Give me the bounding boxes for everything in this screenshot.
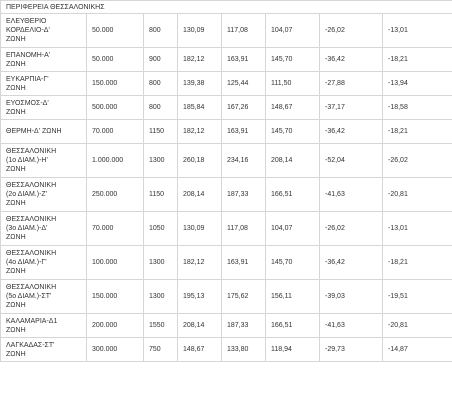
change-2-cell: -13,94: [383, 72, 452, 96]
change-2-cell: -19,51: [383, 280, 452, 314]
change-2-cell: -13,01: [383, 212, 452, 246]
area-name-line: ΘΕΣΣΑΛΟΝΙΚΗ: [6, 216, 57, 223]
change-2-cell: -18,21: [383, 48, 452, 72]
area-name-cell: [1, 120, 87, 144]
price-3-cell: 145,70: [266, 246, 320, 280]
area-name-line: ΚΑΛΑΜΑΡΙΑ-Δ1: [6, 317, 58, 325]
table-row: [1, 246, 452, 280]
change-1-cell: -37,17: [320, 96, 383, 120]
area-name-cell: [1, 14, 87, 48]
price-1-cell: 139,38: [178, 72, 222, 96]
volume-cell: 70.000: [87, 120, 144, 144]
value-cell: 1300: [144, 246, 178, 280]
area-name-line: (3ο ΔΙΑΜ.)-Δ': [6, 225, 48, 232]
area-name-line: ΖΩΝΗ: [6, 84, 26, 92]
change-2-cell: -26,02: [383, 144, 452, 178]
area-name-line: (2ο ΔΙΑΜ.)-Ζ': [6, 191, 48, 198]
change-2-cell: -20,81: [383, 314, 452, 338]
price-2-cell: 163,91: [222, 48, 266, 72]
change-1-cell: -39,03: [320, 280, 383, 314]
change-1-cell: -26,02: [320, 212, 383, 246]
table-row: [1, 338, 452, 362]
area-name-cell: [1, 72, 87, 96]
area-name-line: ΖΩΝΗ: [6, 326, 26, 334]
area-name-line: ΕΥΟΣΜΟΣ-Δ': [6, 99, 49, 107]
change-2-cell: -14,87: [383, 338, 452, 362]
change-1-cell: -26,02: [320, 14, 383, 48]
change-1-cell: -36,42: [320, 48, 383, 72]
price-1-cell: 130,09: [178, 212, 222, 246]
value-cell: 1300: [144, 280, 178, 314]
area-name-cell: [1, 338, 87, 362]
area-name-line: ΖΩΝΗ: [6, 36, 26, 43]
price-3-cell: 148,67: [266, 96, 320, 120]
change-1-cell: -36,42: [320, 120, 383, 144]
area-name-line: ΚΟΡΔΕΛΙΟ-Δ': [6, 27, 50, 34]
volume-cell: 250.000: [87, 178, 144, 212]
price-2-cell: 167,26: [222, 96, 266, 120]
area-name-line: ΖΩΝΗ: [6, 108, 26, 116]
price-2-cell: 234,16: [222, 144, 266, 178]
change-1-cell: -52,04: [320, 144, 383, 178]
price-1-cell: 195,13: [178, 280, 222, 314]
value-cell: 750: [144, 338, 178, 362]
price-1-cell: 260,18: [178, 144, 222, 178]
price-3-cell: 208,14: [266, 144, 320, 178]
area-name-line: ΖΩΝΗ: [6, 350, 26, 358]
change-2-cell: -18,58: [383, 96, 452, 120]
change-1-cell: -29,73: [320, 338, 383, 362]
volume-cell: 1.000.000: [87, 144, 144, 178]
price-1-cell: 182,12: [178, 48, 222, 72]
volume-cell: 70.000: [87, 212, 144, 246]
area-name-line: ΖΩΝΗ: [6, 302, 26, 309]
price-3-cell: 111,50: [266, 72, 320, 96]
area-name-cell: [1, 314, 87, 338]
volume-cell: 200.000: [87, 314, 144, 338]
area-name-line: ΘΕΣΣΑΛΟΝΙΚΗ: [6, 284, 57, 291]
price-2-cell: 163,91: [222, 120, 266, 144]
table-row: [1, 212, 452, 246]
volume-cell: 150.000: [87, 72, 144, 96]
value-cell: 900: [144, 48, 178, 72]
value-cell: 1300: [144, 144, 178, 178]
volume-cell: 150.000: [87, 280, 144, 314]
value-cell: 800: [144, 72, 178, 96]
table-header-row: [1, 1, 452, 14]
area-name-line: ΖΩΝΗ: [6, 200, 26, 207]
area-name-line: ΘΕΣΣΑΛΟΝΙΚΗ: [6, 182, 57, 189]
area-name-line: (5ο ΔΙΑΜ.)-ΣΤ': [6, 293, 52, 300]
price-3-cell: 166,51: [266, 178, 320, 212]
area-name-line: ΘΕΣΣΑΛΟΝΙΚΗ: [6, 250, 57, 257]
table-row: [1, 280, 452, 314]
price-3-cell: 156,11: [266, 280, 320, 314]
area-name-line: ΖΩΝΗ: [6, 60, 26, 68]
table-row: [1, 48, 452, 72]
volume-cell: 500.000: [87, 96, 144, 120]
change-2-cell: -13,01: [383, 14, 452, 48]
price-2-cell: 117,08: [222, 212, 266, 246]
price-1-cell: 208,14: [178, 314, 222, 338]
area-name-line: ΕΛΕΥΘΕΡΙΟ: [6, 18, 47, 25]
area-name-line: ΕΠΑΝΟΜΗ-Α': [6, 51, 51, 59]
change-1-cell: -41,63: [320, 178, 383, 212]
area-name-line: ΘΕΣΣΑΛΟΝΙΚΗ: [6, 148, 57, 155]
price-1-cell: 185,84: [178, 96, 222, 120]
change-1-cell: -27,88: [320, 72, 383, 96]
area-name-cell: [1, 48, 87, 72]
price-1-cell: 182,12: [178, 120, 222, 144]
price-2-cell: 125,44: [222, 72, 266, 96]
value-cell: 800: [144, 14, 178, 48]
table-row: [1, 314, 452, 338]
change-2-cell: -20,81: [383, 178, 452, 212]
area-name-line: ΛΑΓΚΑΔΑΣ-ΣΤ': [6, 341, 55, 349]
table-row: [1, 72, 452, 96]
area-name-line: ΘΕΡΜΗ-Δ' ΖΩΝΗ: [6, 128, 62, 135]
region-header: ΠΕΡΙΦΕΡΕΙΑ ΘΕΣΣΑΛΟΝΙΚΗΣ: [1, 1, 452, 14]
table-row: [1, 120, 452, 144]
price-2-cell: 175,62: [222, 280, 266, 314]
area-name-line: ΕΥΚΑΡΠΙΑ-Γ': [6, 75, 49, 83]
area-name-line: (4ο ΔΙΑΜ.)-Γ': [6, 259, 47, 266]
area-name-cell: [1, 178, 87, 212]
table-row: [1, 96, 452, 120]
value-cell: 800: [144, 96, 178, 120]
price-1-cell: 208,14: [178, 178, 222, 212]
volume-cell: 50.000: [87, 48, 144, 72]
price-1-cell: 148,67: [178, 338, 222, 362]
table-row: [1, 14, 452, 48]
area-name-line: ΖΩΝΗ: [6, 166, 26, 173]
area-name-cell: [1, 144, 87, 178]
price-2-cell: 117,08: [222, 14, 266, 48]
volume-cell: 300.000: [87, 338, 144, 362]
table-body: [1, 1, 452, 362]
area-name-cell: [1, 212, 87, 246]
area-name-line: (1ο ΔΙΑΜ.)-Η': [6, 157, 48, 164]
table-row: [1, 178, 452, 212]
table-row: [1, 144, 452, 178]
price-1-cell: 182,12: [178, 246, 222, 280]
price-2-cell: 163,91: [222, 246, 266, 280]
price-3-cell: 104,07: [266, 14, 320, 48]
volume-cell: 100.000: [87, 246, 144, 280]
price-2-cell: 187,33: [222, 314, 266, 338]
price-3-cell: 145,70: [266, 120, 320, 144]
price-3-cell: 104,07: [266, 212, 320, 246]
area-name-line: ΖΩΝΗ: [6, 268, 26, 275]
change-2-cell: -18,21: [383, 120, 452, 144]
value-cell: 1050: [144, 212, 178, 246]
area-name-cell: [1, 246, 87, 280]
price-2-cell: 187,33: [222, 178, 266, 212]
change-1-cell: -36,42: [320, 246, 383, 280]
area-name-cell: [1, 280, 87, 314]
change-2-cell: -18,21: [383, 246, 452, 280]
value-cell: 1550: [144, 314, 178, 338]
price-3-cell: 118,94: [266, 338, 320, 362]
volume-cell: 50.000: [87, 14, 144, 48]
price-2-cell: 133,80: [222, 338, 266, 362]
price-3-cell: 145,70: [266, 48, 320, 72]
change-1-cell: -41,63: [320, 314, 383, 338]
area-name-line: ΖΩΝΗ: [6, 234, 26, 241]
price-1-cell: 130,09: [178, 14, 222, 48]
area-name-cell: [1, 96, 87, 120]
price-3-cell: 166,51: [266, 314, 320, 338]
value-cell: 1150: [144, 178, 178, 212]
value-cell: 1150: [144, 120, 178, 144]
